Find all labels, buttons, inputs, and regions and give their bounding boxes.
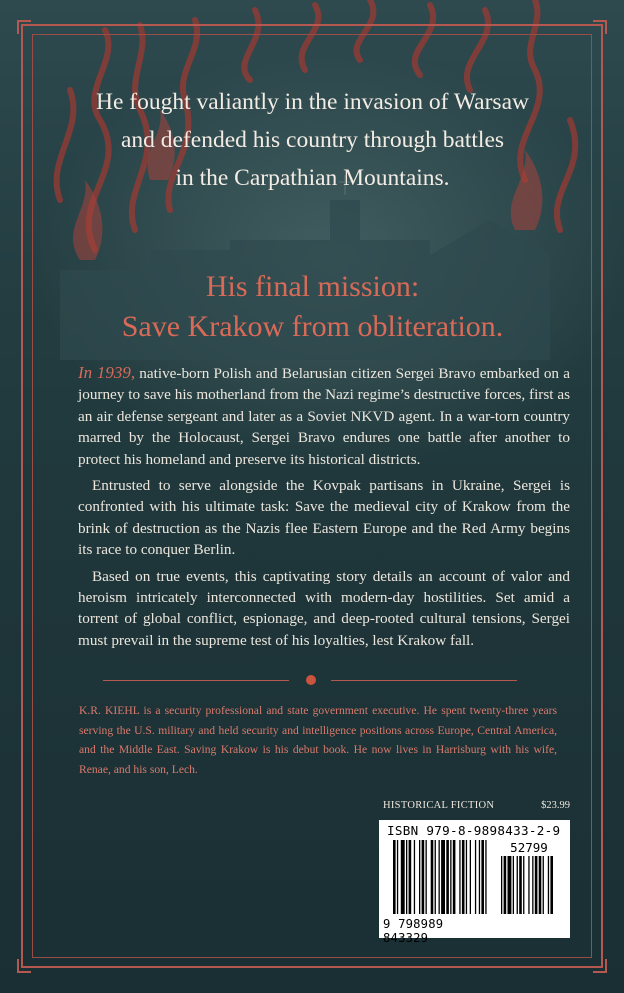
barcode-bar: [481, 840, 484, 914]
barcode-bar: [435, 840, 436, 914]
intro-line: and defended his country through battles: [120, 127, 505, 153]
addon-bar: [517, 856, 518, 914]
mission-headline: [40, 267, 585, 347]
addon-bar: [543, 856, 544, 914]
isbn-text: ISBN 979-8-9898433-2-9: [387, 823, 561, 838]
barcode-bar: [475, 840, 476, 914]
divider-dot: [306, 675, 316, 685]
barcode-bar: [414, 840, 415, 914]
barcode-bar: [422, 840, 425, 914]
addon-bar: [523, 856, 524, 914]
barcode-bar: [466, 840, 467, 914]
price-label: $23.99: [541, 800, 570, 811]
addon-bar: [535, 856, 538, 914]
barcode-bar: [397, 840, 398, 914]
addon-bar: [539, 856, 542, 914]
description-paragraph: Entrusted to serve alongside the Kovpak partisans in Ukraine, Sergei is confronted with his ultimate task: Save the medieval city of Krakow from the brink of destruction as the Nazis flee Eastern Europe and the Red Army begins its race to conquer Berlin.: [78, 477, 570, 559]
description-paragraph: [78, 362, 570, 470]
frame-corner: [17, 959, 31, 973]
ean-digits: 9 798989 843329: [383, 917, 444, 945]
barcode-bar: [453, 840, 456, 914]
addon-bar: [508, 856, 512, 914]
mission-line-2: Save Krakow from obliteration.: [121, 310, 504, 343]
divider-line: [103, 680, 289, 681]
frame-corner: [593, 20, 607, 34]
barcode-bar: [409, 840, 412, 914]
barcode-bar: [439, 840, 440, 914]
barcode-bar: [401, 840, 405, 914]
barcode-bar: [485, 840, 486, 914]
mission-line-1: His final mission:: [205, 270, 420, 303]
genre-label: HISTORICAL FICTION: [383, 800, 495, 811]
book-description: [78, 362, 570, 656]
addon-bar: [513, 856, 514, 914]
addon-bar: [532, 856, 533, 914]
barcode-bar: [419, 840, 420, 914]
barcode-bar: [479, 840, 480, 914]
addon-bar: [501, 856, 502, 914]
addon-code: 52799: [510, 840, 548, 855]
paragraph-text: native-born Polish and Belarusian citizen Sergei Bravo embarked on a journey to save his motherland from the Nazi regime’s destructive forces, first as an air defense sergeant and later as a Soviet NKVD agent. In a war-torn country marred by the Holocaust, Sergei Bravo endures one battle after another to protect his homeland and preserve its historical districts.: [78, 365, 570, 468]
frame-corner: [17, 20, 31, 34]
description-paragraph: Based on true events, this captivating story details an account of valor and heroism intricately interconnected with modern-day hostilities. Set amid a torrent of global conflict, espionage, and deep-rooted cultural tensions, Sergei must prevail in the supreme test of his loyalties, lest Krakow fall.: [78, 567, 570, 649]
ornamental-divider: [103, 675, 523, 687]
lead-phrase: In 1939,: [78, 363, 136, 382]
addon-bar: [519, 856, 522, 914]
intro-line: He fought valiantly in the invasion of Warsaw: [96, 89, 529, 115]
barcode-bar: [426, 840, 427, 914]
intro-quote: [60, 83, 565, 197]
frame-corner: [593, 959, 607, 973]
addon-bar: [504, 856, 507, 914]
divider-line: [331, 680, 517, 681]
barcode-bar: [470, 840, 471, 914]
intro-line: in the Carpathian Mountains.: [175, 165, 450, 191]
barcode-bar: [459, 840, 460, 914]
addon-bar: [548, 856, 549, 914]
barcode-bar: [406, 840, 407, 914]
addon-bar: [528, 856, 529, 914]
author-bio: K.R. KIEHL is a security professional and state government executive. He spent twenty-three years serving the U.S. military and held security and intelligence positions across Europe, Central America, and the Middle East. Saving Krakow is his debut book. He now lives in Harrisburg with his wife, Renae, and his son, Lech.: [79, 704, 557, 776]
addon-bar: [550, 856, 553, 914]
barcode-bar: [431, 840, 434, 914]
barcode-bar: [393, 840, 396, 914]
barcode-bar: [441, 840, 445, 914]
isbn-barcode: [379, 820, 570, 945]
barcode-bar: [446, 840, 449, 914]
barcode-bar: [462, 840, 465, 914]
barcode-bar: [450, 840, 451, 914]
